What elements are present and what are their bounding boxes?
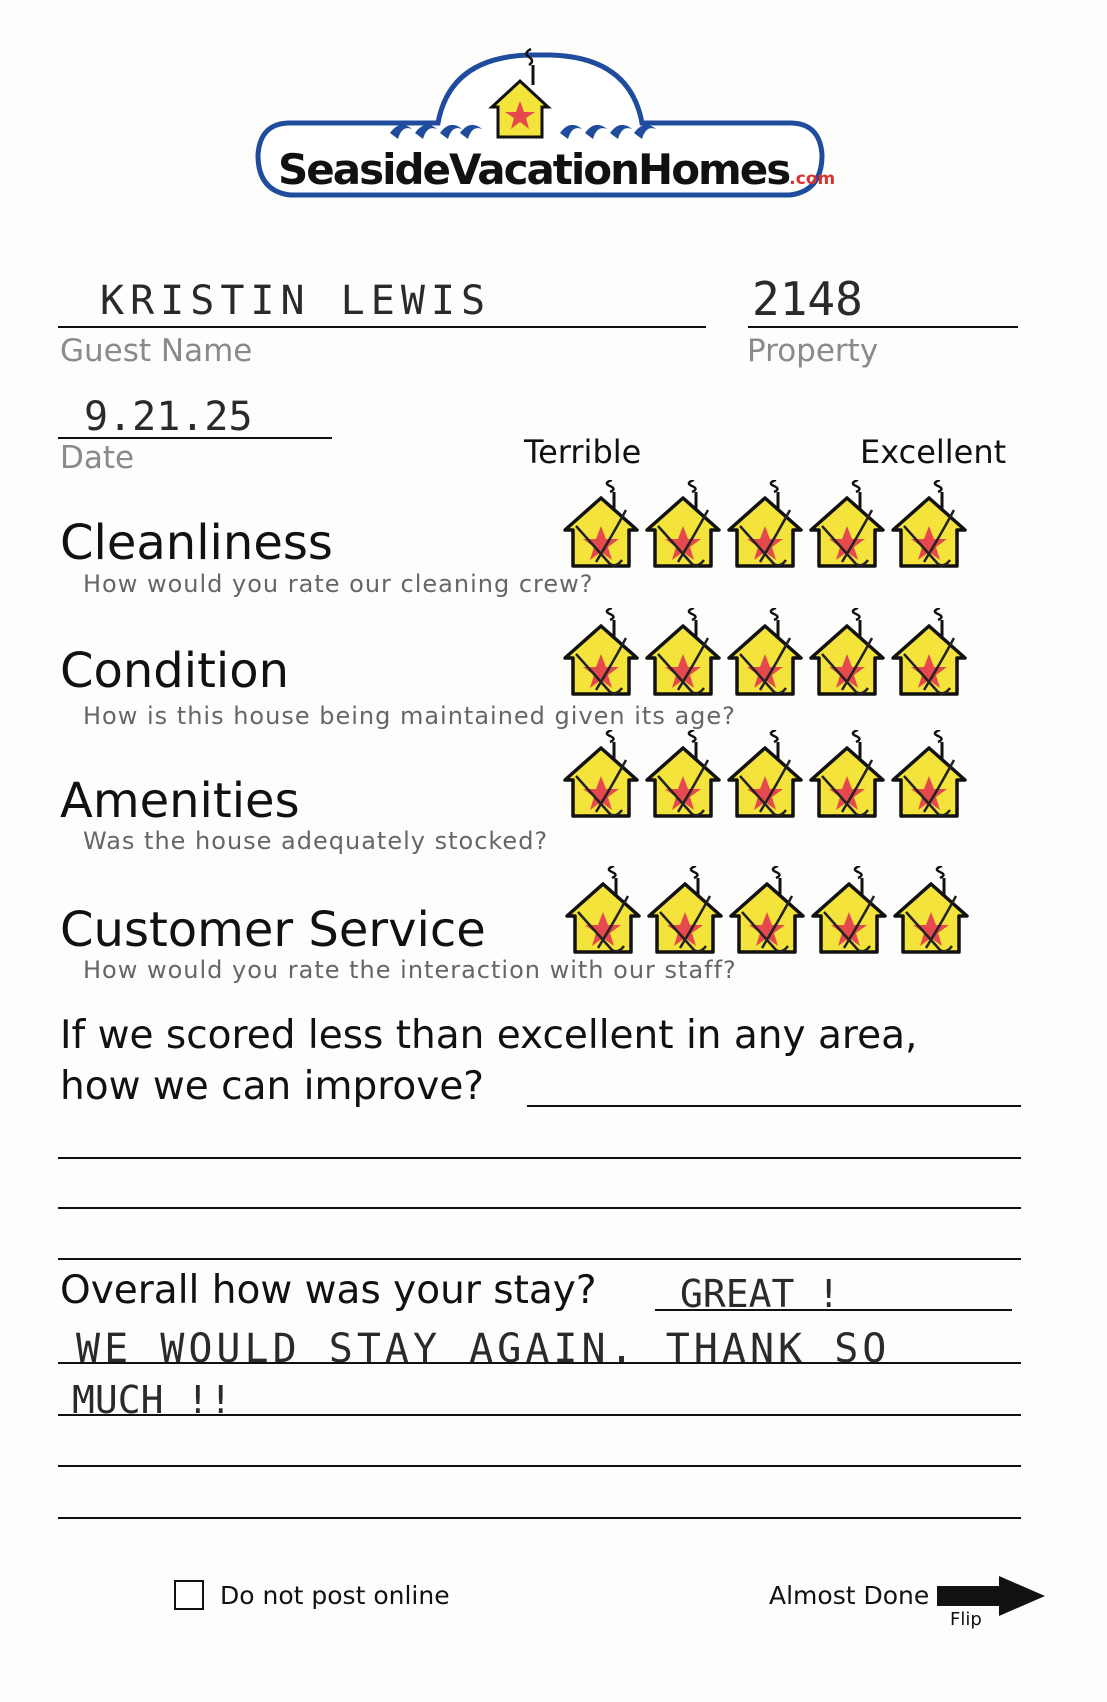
date-label: Date <box>60 440 135 476</box>
house-star-icon-selected[interactable] <box>808 608 886 696</box>
property-value[interactable]: 2148 <box>752 272 863 326</box>
guest-name-line <box>58 326 706 328</box>
improve-question-line2: how we can improve? <box>60 1064 485 1109</box>
house-star-icon[interactable] <box>808 480 886 568</box>
overall-answer-1: GREAT ! <box>680 1272 841 1316</box>
improve-answer-line-2[interactable] <box>58 1157 1021 1159</box>
house-star-icon[interactable] <box>726 480 804 568</box>
flip-label: Flip <box>950 1609 982 1630</box>
guest-name-value: KRISTIN LEWIS <box>100 278 492 324</box>
house-star-icon-selected[interactable] <box>892 866 970 954</box>
date-value: 9.21.25 <box>84 394 253 440</box>
house-star-icon-selected[interactable] <box>890 480 968 568</box>
overall-answer-line-1[interactable] <box>655 1309 1012 1311</box>
house-star-icon[interactable] <box>562 608 640 696</box>
house-star-icon[interactable] <box>890 608 968 696</box>
rating-row-condition[interactable] <box>562 608 968 696</box>
overall-answer-line-4[interactable] <box>58 1465 1021 1467</box>
date-line <box>58 437 332 439</box>
property-line <box>748 326 1018 328</box>
house-star-icon[interactable] <box>564 866 642 954</box>
overall-answer-3: MUCH !! <box>72 1378 233 1422</box>
do-not-post-checkbox[interactable] <box>174 1580 204 1610</box>
scale-low-label: Terrible <box>524 433 642 471</box>
overall-answer-line-5[interactable] <box>58 1517 1021 1519</box>
category-question-condition: How is this house being maintained given its age? <box>83 702 736 730</box>
overall-question: Overall how was your stay? <box>60 1268 597 1313</box>
improve-answer-line-3[interactable] <box>58 1207 1021 1209</box>
category-title-cleanliness: Cleanliness <box>60 515 333 571</box>
category-question-cleanliness: How would you rate our cleaning crew? <box>83 570 594 598</box>
rating-row-cleanliness[interactable] <box>562 480 968 568</box>
improve-question-line1: If we scored less than excellent in any area, <box>60 1013 918 1058</box>
brand-logo <box>250 45 836 215</box>
almost-done-label: Almost Done <box>769 1581 930 1610</box>
category-title-customer-service: Customer Service <box>60 902 486 958</box>
house-star-icon[interactable] <box>810 866 888 954</box>
category-title-amenities: Amenities <box>60 773 300 829</box>
overall-answer-line-2[interactable] <box>58 1362 1021 1364</box>
house-star-icon[interactable] <box>562 480 640 568</box>
house-star-icon[interactable] <box>726 608 804 696</box>
improve-answer-line-1[interactable] <box>527 1105 1021 1107</box>
category-question-customer-service: How would you rate the interaction with our staff? <box>83 956 737 984</box>
property-label: Property <box>747 333 879 369</box>
rating-row-amenities[interactable] <box>562 730 968 818</box>
house-star-icon[interactable] <box>726 730 804 818</box>
house-star-icon[interactable] <box>728 866 806 954</box>
house-star-icon[interactable] <box>562 730 640 818</box>
guest-name-label: Guest Name <box>60 333 253 369</box>
logo-wordmark: SeasideVacationHomes.com <box>278 145 836 194</box>
do-not-post-label: Do not post online <box>220 1581 450 1610</box>
house-star-icon[interactable] <box>644 608 722 696</box>
rating-row-customer-service[interactable] <box>564 866 970 954</box>
house-star-icon-selected[interactable] <box>808 730 886 818</box>
house-star-icon[interactable] <box>644 480 722 568</box>
category-title-condition: Condition <box>60 643 290 699</box>
scale-high-label: Excellent <box>860 433 1007 471</box>
overall-answer-line-3[interactable] <box>58 1414 1021 1416</box>
improve-answer-line-4[interactable] <box>58 1258 1021 1260</box>
house-star-icon[interactable] <box>646 866 724 954</box>
overall-answer-2: WE WOULD STAY AGAIN. THANK SO <box>76 1326 891 1372</box>
category-question-amenities: Was the house adequately stocked? <box>83 827 549 855</box>
house-star-icon[interactable] <box>890 730 968 818</box>
house-star-icon[interactable] <box>644 730 722 818</box>
